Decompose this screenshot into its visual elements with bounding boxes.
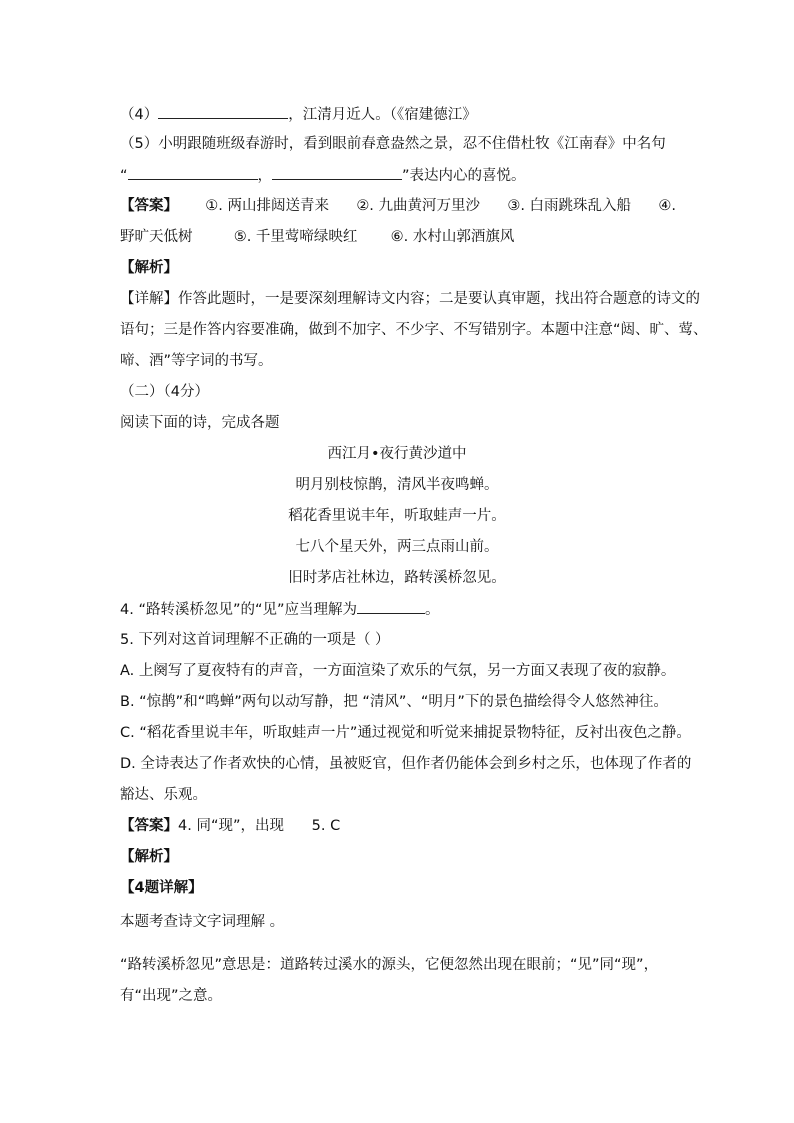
comma: ， [257,168,273,184]
question-text: ”表达内心的喜悦。 [402,168,526,184]
option-d: D. 全诗表达了作者欢快的心情，虽被贬官，但作者仍能体会到乡村之乐，也体现了作者的 [120,756,692,772]
option-a: A. 上阕写了夏夜特有的声音，一方面渲染了欢乐的气氛，另一方面又表现了夜的寂静。 [120,663,676,679]
answer-tag: 【答案】 [120,818,178,834]
answer-item: ②. 九曲黄河万里沙 [356,198,481,214]
detail-line: “路转溪桥忽见”意思是：道路转过溪水的源头，它便忽然出现在眼前；“见”同“现”， [120,957,659,973]
question-5b-line: 5. 下列对这首词理解不正确的一项是（ ） [120,632,390,648]
poem-title: 西江月•夜行黄沙道中 [327,446,467,462]
detail-tag: 【4题详解】 [120,880,203,896]
answer-blank [357,599,425,614]
answer-line-3 [120,816,340,836]
detail-line: 有“出现”之意。 [120,988,223,1004]
option-c: C. “稻花香里说丰年，听取蛙声一片”通过视觉和听觉来捕捉景物特征，反衬出夜色之静。 [120,725,691,741]
question-4-line [120,104,477,125]
quote-mark: “ [120,168,128,184]
answer-blank [158,104,288,119]
answer-item: ④. [658,198,676,214]
poem-line: 稻花香里说丰年，听取蛙声一片。 [288,508,506,524]
option-b: B. “惊鹊”和“鸣蝉”两句以动写静，把 “清风”、“明月”下的景色描绘得令人悠然神往。 [120,694,668,710]
question-5-blanks-line [120,165,526,186]
answer-line-1 [120,196,676,216]
question-text: ，江清月近人。（《宿建德江》 [288,107,477,123]
analysis-tag: 【解析】 [120,849,178,865]
answer-tag: 【答案】 [120,198,178,214]
detail-line-1: 【详解】作答此题时，一是要深刻理解诗文内容；二是要认真审题，找出符合题意的诗文的 [120,291,700,307]
answer-item: ⑥. 水村山郭酒旗风 [390,229,515,245]
poem-line: 明月别枝惊鹊，清风半夜鸣蝉。 [295,477,499,493]
answer-item: 野旷天低树 [120,229,193,245]
answer-item: ③. 白雨跳珠乱入船 [507,198,632,214]
question-4b-line [120,599,440,620]
poem-line: 旧时茅店社林边，路转溪桥忽见。 [288,570,506,586]
section-intro: 阅读下面的诗，完成各题 [120,415,280,431]
detail-line: 本题考查诗文字词理解 。 [120,914,285,930]
answer-blank [128,165,258,180]
question-number: （4） [120,107,159,123]
detail-line-2: 语句；三是作答内容要准确，做到不加字、不少字、不写错别字。本题中注意“闼、旷、莺、 [120,322,708,338]
answer-line-2 [120,227,514,247]
question-5-line: （5）小明跟随班级春游时，看到眼前春意盎然之景，忍不住借杜牧《江南春》中名句 [120,136,666,152]
poem-line: 七八个星天外，两三点雨山前。 [295,539,499,555]
answer-item: ①. 两山排闼送青来 [205,198,330,214]
period: 。 [425,602,440,618]
answer-item: ⑤. 千里莺啼绿映红 [233,229,358,245]
detail-line-3: 啼、酒”等字词的书写。 [120,353,273,369]
answer-text: 4. 同“现”，出现 5. C [178,818,341,834]
question-text: 4. “路转溪桥忽见”的“见”应当理解为 [120,602,357,618]
answer-blank [272,165,402,180]
analysis-tag: 【解析】 [120,260,178,276]
option-d-continued: 豁达、乐观。 [120,787,207,803]
section-title: （二）（4分） [120,384,209,400]
